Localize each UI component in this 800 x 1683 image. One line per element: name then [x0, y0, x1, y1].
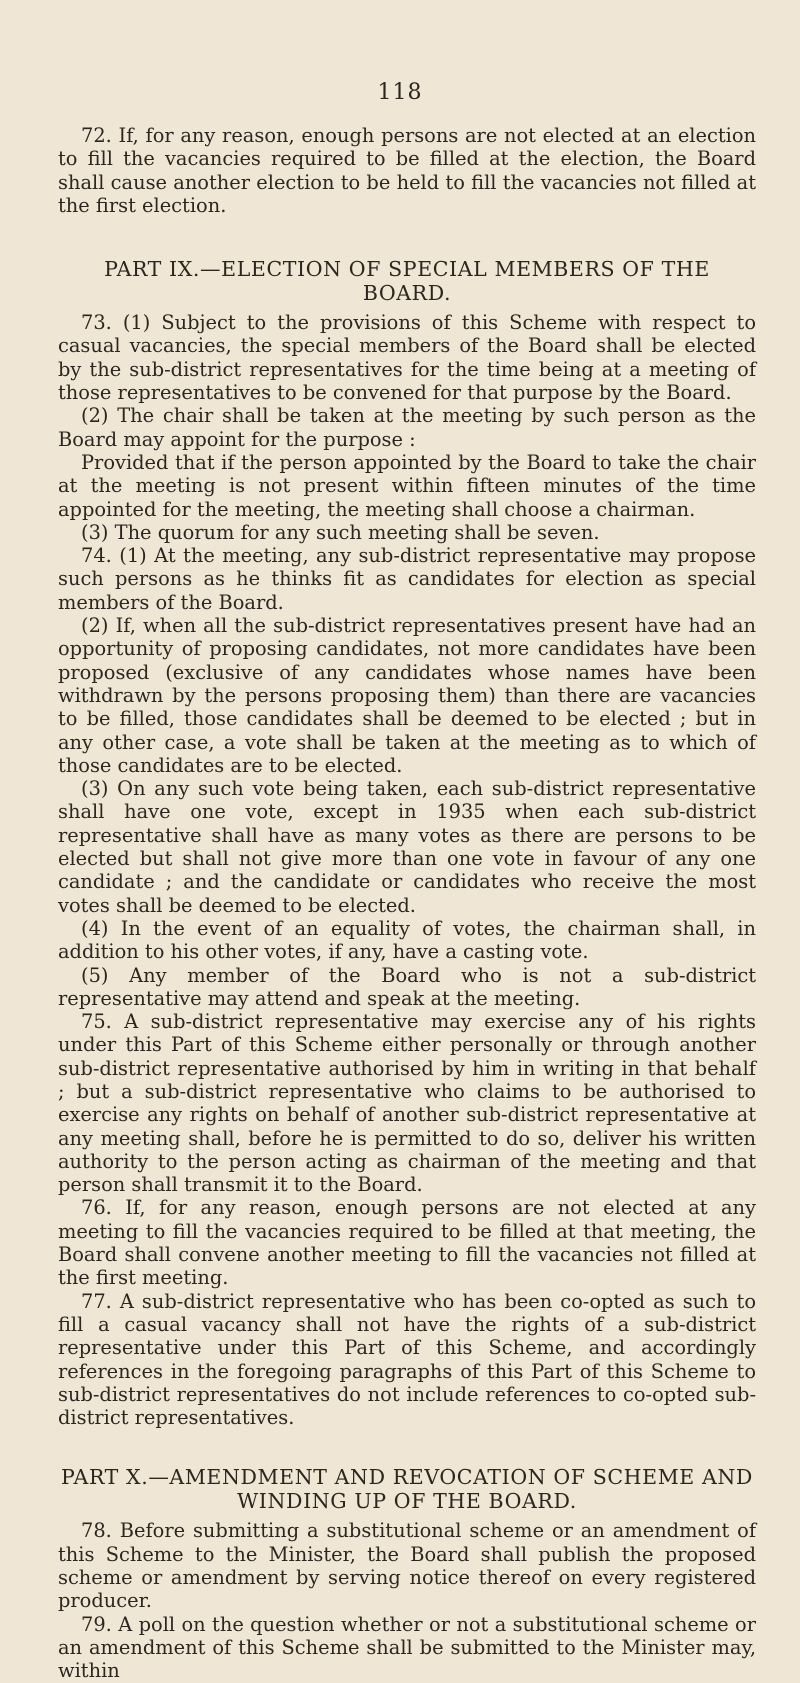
- paragraph-78: 78. Before submitting a substitutional scheme or an amendment of this Scheme to the Minister, the Board shall publish the proposed scheme or amendment by serving notice thereof on every registered producer.: [58, 1519, 756, 1613]
- paragraph-74-4: (4) In the event of an equality of votes, the chairman shall, in addition to his other votes, if any, have a casting vote.: [58, 916, 756, 964]
- part-x-heading: PART X.—AMENDMENT AND REVOCATION OF SCHEME AND WINDING UP OF THE BOARD.: [61, 1465, 753, 1514]
- paragraph-73-2: (2) The chair shall be taken at the meeting by such person as the Board may appoint for the purpose :: [58, 404, 756, 451]
- paragraph-76: 76. If, for any reason, enough persons are not elected at any meeting to fill the vacancies required to be filled at that meeting, the Board shall convene another meeting to fill the vacancies not filled at the first meeting.: [58, 1196, 756, 1290]
- paragraph-74-2: (2) If, when all the sub-district representatives present have had an opportunity of proposing candidates, not more candidates have been proposed (exclusive of any candidates whose names have been withdrawn by the persons proposing them) than there are vacancies to be filled, those candidates shall be deemed to be elected ; but in any other case, a vote shall be taken at the meeting as to which of those candidates are to be elected.: [58, 614, 756, 777]
- paragraph-73-1: 73. (1) Subject to the provisions of this Scheme with respect to casual vacancies, the special members of the Board shall be elected by the sub-district representatives for the time being at a meeting of those representatives to be convened for that purpose by the Board.: [58, 311, 756, 405]
- paragraph-73-3: (3) The quorum for any such meeting shall be seven.: [81, 520, 600, 544]
- paragraph-77: 77. A sub-district representative who has been co-opted as such to fill a casual vacancy shall not have the rights of a sub-district representative under this Part of this Scheme, and accordingly references in the foregoing paragraphs of this Part of this Scheme to sub-district representatives do not include references to co-opted sub-district representatives.: [58, 1289, 756, 1430]
- paragraph-74-3: (3) On any such vote being taken, each sub-district representative shall have one vote, except in 1935 when each sub-district representative shall have as many votes as there are persons to be elected but shall not give more than one vote in favour of any one candidate ; and the candidate or candidates who receive the most votes shall be deemed to be elected.: [58, 777, 756, 917]
- page-number: 118: [377, 80, 423, 105]
- document-body: [58, 124, 756, 1683]
- paragraph-74-5: (5) Any member of the Board who is not a sub-district representative may attend and speak at the meeting.: [58, 963, 756, 1010]
- paragraph-73-proviso: Provided that if the person appointed by the Board to take the chair at the meeting is not present within fifteen minutes of the time appointed for the meeting, the meeting shall choose a chairman.: [58, 450, 756, 521]
- paragraph-79: 79. A poll on the question whether or not a substitutional scheme or an amendment of this Scheme shall be submitted to the Minister may, within: [58, 1612, 756, 1683]
- paragraph-75: 75. A sub-district representative may exercise any of his rights under this Part of this Scheme either personally or through another sub-district representative authorised by him in writing in that behalf ; but a sub-district representative who claims to be authorised to exercise any rights on behalf of another sub-district representative at any meeting shall, before he is permitted to do so, deliver his written authority to the person acting as chairman of the meeting and that person shall transmit it to the Board.: [58, 1010, 756, 1197]
- paragraph-74-1: 74. (1) At the meeting, any sub-district representative may propose such persons as he thinks fit as candidates for election as special members of the Board.: [58, 544, 756, 614]
- part-ix-heading: PART IX.—ELECTION OF SPECIAL MEMBERS OF THE BOARD.: [104, 257, 710, 306]
- paragraph-72: 72. If, for any reason, enough persons are not elected at an election to fill the vacancies required to be filled at the election, the Board shall cause another election to be held to fill the vacancies not filled at the first election.: [58, 124, 756, 217]
